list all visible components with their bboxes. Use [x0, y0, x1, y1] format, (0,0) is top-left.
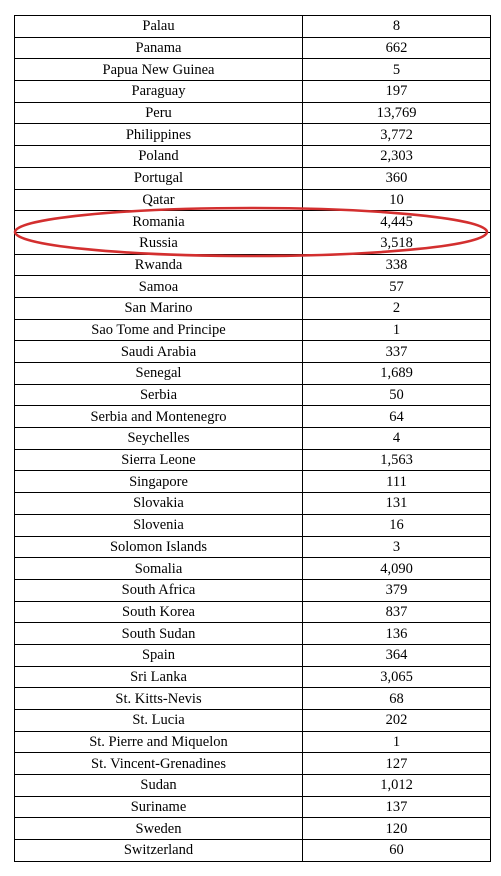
table-row — [15, 449, 491, 471]
table-row — [15, 514, 491, 536]
value-cell: 3,065 — [303, 666, 491, 688]
value-cell: 338 — [303, 254, 491, 276]
table-row — [15, 601, 491, 623]
country-cell: Suriname — [15, 796, 303, 818]
value-cell: 131 — [303, 493, 491, 515]
table-row — [15, 37, 491, 59]
value-cell: 4,445 — [303, 211, 491, 233]
table-row — [15, 428, 491, 450]
value-cell: 4,090 — [303, 558, 491, 580]
country-cell: Serbia and Montenegro — [15, 406, 303, 428]
country-cell: South Korea — [15, 601, 303, 623]
country-cell: St. Pierre and Miquelon — [15, 731, 303, 753]
country-cell: Slovenia — [15, 514, 303, 536]
value-cell: 2 — [303, 297, 491, 319]
table-row — [15, 688, 491, 710]
value-cell: 364 — [303, 644, 491, 666]
table-row — [15, 16, 491, 38]
country-cell: Palau — [15, 16, 303, 38]
country-cell: Romania — [15, 211, 303, 233]
value-cell: 3,518 — [303, 232, 491, 254]
country-cell: Paraguay — [15, 81, 303, 103]
value-cell: 1 — [303, 319, 491, 341]
table-row — [15, 319, 491, 341]
table-row — [15, 297, 491, 319]
value-cell: 2,303 — [303, 146, 491, 168]
value-cell: 1,012 — [303, 775, 491, 797]
value-cell: 5 — [303, 59, 491, 81]
country-cell: Rwanda — [15, 254, 303, 276]
table-row — [15, 232, 491, 254]
value-cell: 13,769 — [303, 102, 491, 124]
value-cell: 3 — [303, 536, 491, 558]
value-cell: 360 — [303, 167, 491, 189]
value-cell: 57 — [303, 276, 491, 298]
country-cell: Sweden — [15, 818, 303, 840]
value-cell: 111 — [303, 471, 491, 493]
country-cell: Qatar — [15, 189, 303, 211]
table-row — [15, 579, 491, 601]
country-cell: Panama — [15, 37, 303, 59]
country-cell: Poland — [15, 146, 303, 168]
table-row — [15, 796, 491, 818]
value-cell: 337 — [303, 341, 491, 363]
country-cell: Sudan — [15, 775, 303, 797]
country-cell: Papua New Guinea — [15, 59, 303, 81]
country-cell: St. Lucia — [15, 710, 303, 732]
value-cell: 1 — [303, 731, 491, 753]
table-row — [15, 666, 491, 688]
value-cell: 60 — [303, 840, 491, 862]
value-cell: 120 — [303, 818, 491, 840]
value-cell: 136 — [303, 623, 491, 645]
value-cell: 1,689 — [303, 363, 491, 385]
table-row — [15, 211, 491, 233]
country-cell: Serbia — [15, 384, 303, 406]
table-row — [15, 406, 491, 428]
country-cell: Switzerland — [15, 840, 303, 862]
country-cell: Solomon Islands — [15, 536, 303, 558]
value-cell: 1,563 — [303, 449, 491, 471]
table-row — [15, 753, 491, 775]
table-row — [15, 102, 491, 124]
value-cell: 837 — [303, 601, 491, 623]
value-cell: 197 — [303, 81, 491, 103]
country-cell: Samoa — [15, 276, 303, 298]
table-row — [15, 276, 491, 298]
value-cell: 8 — [303, 16, 491, 38]
country-cell: Philippines — [15, 124, 303, 146]
value-cell: 4 — [303, 428, 491, 450]
table-row — [15, 189, 491, 211]
value-cell: 50 — [303, 384, 491, 406]
country-cell: Seychelles — [15, 428, 303, 450]
country-cell: Peru — [15, 102, 303, 124]
table-row — [15, 493, 491, 515]
country-cell: Somalia — [15, 558, 303, 580]
country-cell: San Marino — [15, 297, 303, 319]
country-cell: South Africa — [15, 579, 303, 601]
country-cell: Sao Tome and Principe — [15, 319, 303, 341]
value-cell: 16 — [303, 514, 491, 536]
value-cell: 202 — [303, 710, 491, 732]
value-cell: 379 — [303, 579, 491, 601]
country-cell: Spain — [15, 644, 303, 666]
country-cell: Singapore — [15, 471, 303, 493]
table-row — [15, 384, 491, 406]
table-row — [15, 363, 491, 385]
country-cell: Portugal — [15, 167, 303, 189]
country-cell: St. Kitts-Nevis — [15, 688, 303, 710]
value-cell: 10 — [303, 189, 491, 211]
table-row — [15, 124, 491, 146]
table-row — [15, 471, 491, 493]
value-cell: 68 — [303, 688, 491, 710]
table-body — [15, 16, 491, 862]
table-row — [15, 818, 491, 840]
table-row — [15, 81, 491, 103]
table-row — [15, 167, 491, 189]
table-row — [15, 254, 491, 276]
value-cell: 64 — [303, 406, 491, 428]
table-row — [15, 341, 491, 363]
value-cell: 662 — [303, 37, 491, 59]
country-cell: St. Vincent-Grenadines — [15, 753, 303, 775]
country-cell: Senegal — [15, 363, 303, 385]
country-cell: Sri Lanka — [15, 666, 303, 688]
table-row — [15, 59, 491, 81]
country-cell: South Sudan — [15, 623, 303, 645]
table-row — [15, 536, 491, 558]
value-cell: 137 — [303, 796, 491, 818]
country-cell: Russia — [15, 232, 303, 254]
table-row — [15, 558, 491, 580]
table-row — [15, 840, 491, 862]
table-row — [15, 623, 491, 645]
country-table — [14, 15, 491, 862]
table-row — [15, 731, 491, 753]
value-cell: 3,772 — [303, 124, 491, 146]
table-row — [15, 146, 491, 168]
table-row — [15, 775, 491, 797]
country-cell: Sierra Leone — [15, 449, 303, 471]
table-row — [15, 644, 491, 666]
country-cell: Saudi Arabia — [15, 341, 303, 363]
country-cell: Slovakia — [15, 493, 303, 515]
value-cell: 127 — [303, 753, 491, 775]
table-row — [15, 710, 491, 732]
